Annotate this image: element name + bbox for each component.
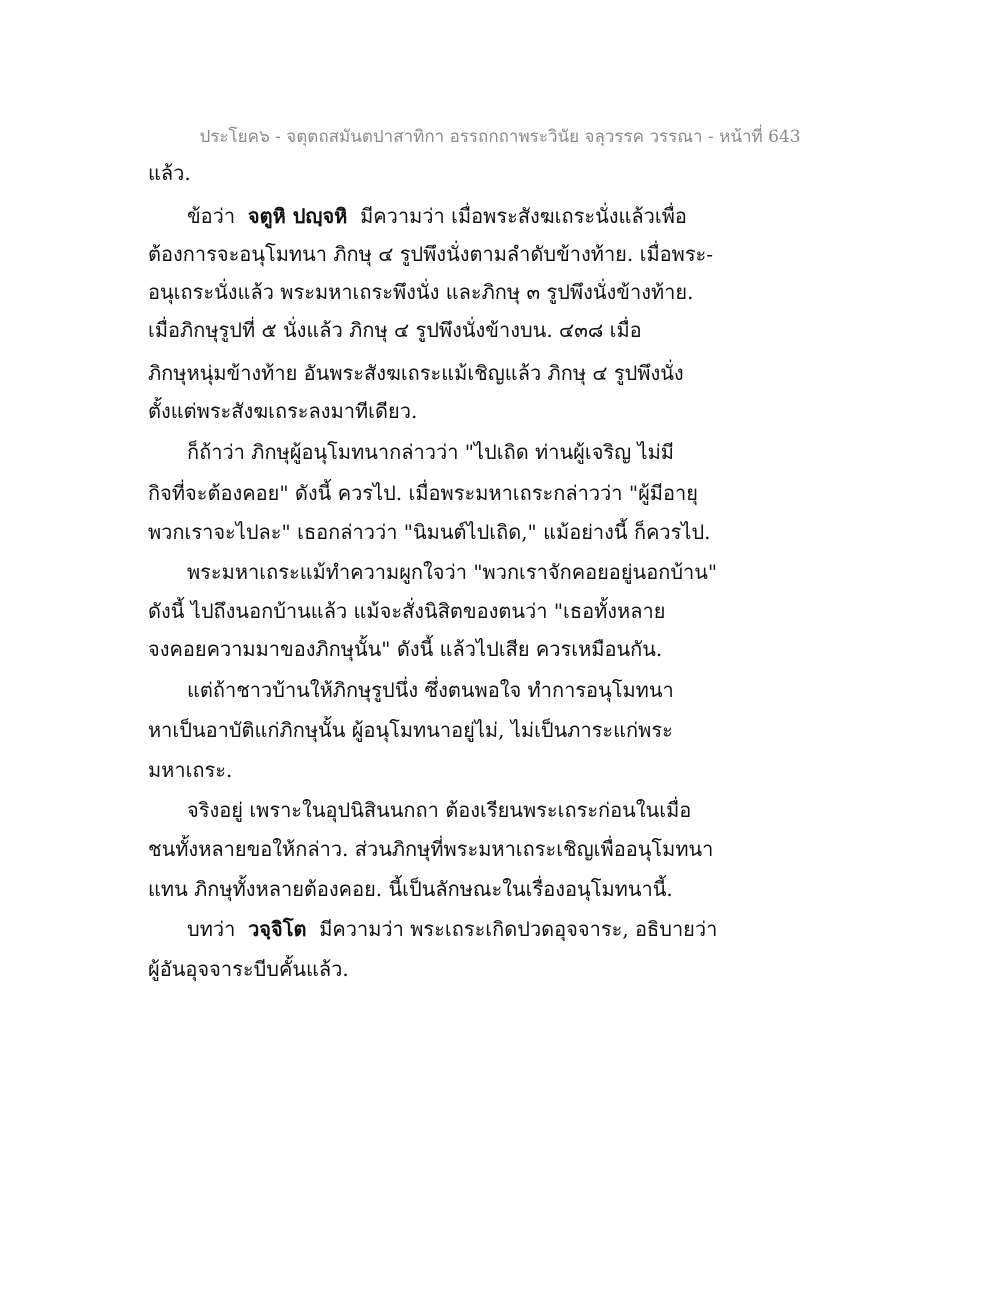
text-line: จงคอยความมาของภิกษุนั้น" ดังนี้ แล้วไปเสีย ควรเหมือนกัน. (148, 637, 663, 661)
text-line: แต่ถ้าชาวบ้านให้ภิกษุรูปนึ่ง ซึ่งตนพอใจ ทำการอนุโมทนา (187, 678, 674, 702)
text-line (187, 201, 687, 231)
text-line: ก็ถ้าว่า ภิกษุผู้อนุโมทนากล่าวว่า "ไปเถิด ท่านผู้เจริญ ไม่มี (187, 440, 674, 464)
text-line: หาเป็นอาบัติแก่ภิกษุนั้น ผู้อนุโมทนาอยู่ไม่, ไม่เป็นภาระแก่พระ (148, 718, 673, 742)
text-line: เมื่อภิกษุรูปที่ ๕ นั่งแล้ว ภิกษุ ๔ รูปพึงนั่งข้างบน. ๔๓๘ เมื่อ (148, 318, 642, 342)
text-run: มีความว่า เมื่อพระสังฆเถระนั่งแล้วเพื่อ (360, 204, 687, 228)
text-line: ผู้อันอุจจาระบีบคั้นแล้ว. (148, 957, 349, 981)
text-run: ข้อว่า (187, 204, 236, 228)
text-line: มหาเถระ. (148, 758, 233, 782)
text-line: พระมหาเถระแม้ทำความผูกใจว่า "พวกเราจักคอยอยู่นอกบ้าน" (187, 560, 718, 584)
text-line: กิจที่จะต้องคอย" ดังนี้ ควรไป. เมื่อพระมหาเถระกล่าวว่า "ผู้มีอายุ (148, 481, 698, 505)
text-run: บทว่า (187, 917, 236, 941)
text-line: แทน ภิกษุทั้งหลายต้องคอย. นี้เป็นลักษณะในเรื่องอนุโมทนานี้. (148, 877, 673, 901)
text-run: มีความว่า พระเถระเกิดปวดอุจจาระ, อธิบายว่า (319, 917, 718, 941)
text-line: ดังนี้ ไปถึงนอกบ้านแล้ว แม้จะสั่งนิสิตของตนว่า "เธอทั้งหลาย (148, 599, 666, 623)
text-line: ภิกษุหนุ่มข้างท้าย อันพระสังฆเถระแม้เชิญแล้ว ภิกษุ ๔ รูปพึงนั่ง (148, 361, 684, 385)
text-line: ต้องการจะอนุโมทนา ภิกษุ ๔ รูปพึงนั่งตามลำดับข้างท้าย. เมื่อพระ- (148, 242, 714, 266)
text-line: ชนทั้งหลายขอให้กล่าว. ส่วนภิกษุที่พระมหาเถระเชิญเพื่ออนุโมทนา (148, 837, 714, 861)
text-line (187, 914, 717, 944)
pali-term: จตูหิ ปญฺจหิ (247, 204, 348, 228)
text-line: จริงอยู่ เพราะในอุปนิสินนกถา ต้องเรียนพระเถระก่อนในเมื่อ (187, 798, 692, 822)
text-line: ตั้งแต่พระสังฆเถระลงมาทีเดียว. (148, 399, 418, 423)
text-line: แล้ว. (148, 161, 191, 185)
text-line: อนุเถระนั่งแล้ว พระมหาเถระพึงนั่ง และภิกษุ ๓ รูปพึงนั่งข้างท้าย. (148, 280, 694, 304)
text-line: พวกเราจะไปละ" เธอกล่าวว่า "นิมนต์ไปเถิด," แม้อย่างนี้ ก็ควรไป. (148, 520, 711, 544)
pali-term: วจฺจิโต (248, 917, 307, 941)
running-header: ประโยค๖ - จตุตถสมันตปาสาทิกา อรรถกถาพระวินัย จลุวรรค วรรณา - หน้าที่ 643 (199, 127, 801, 147)
